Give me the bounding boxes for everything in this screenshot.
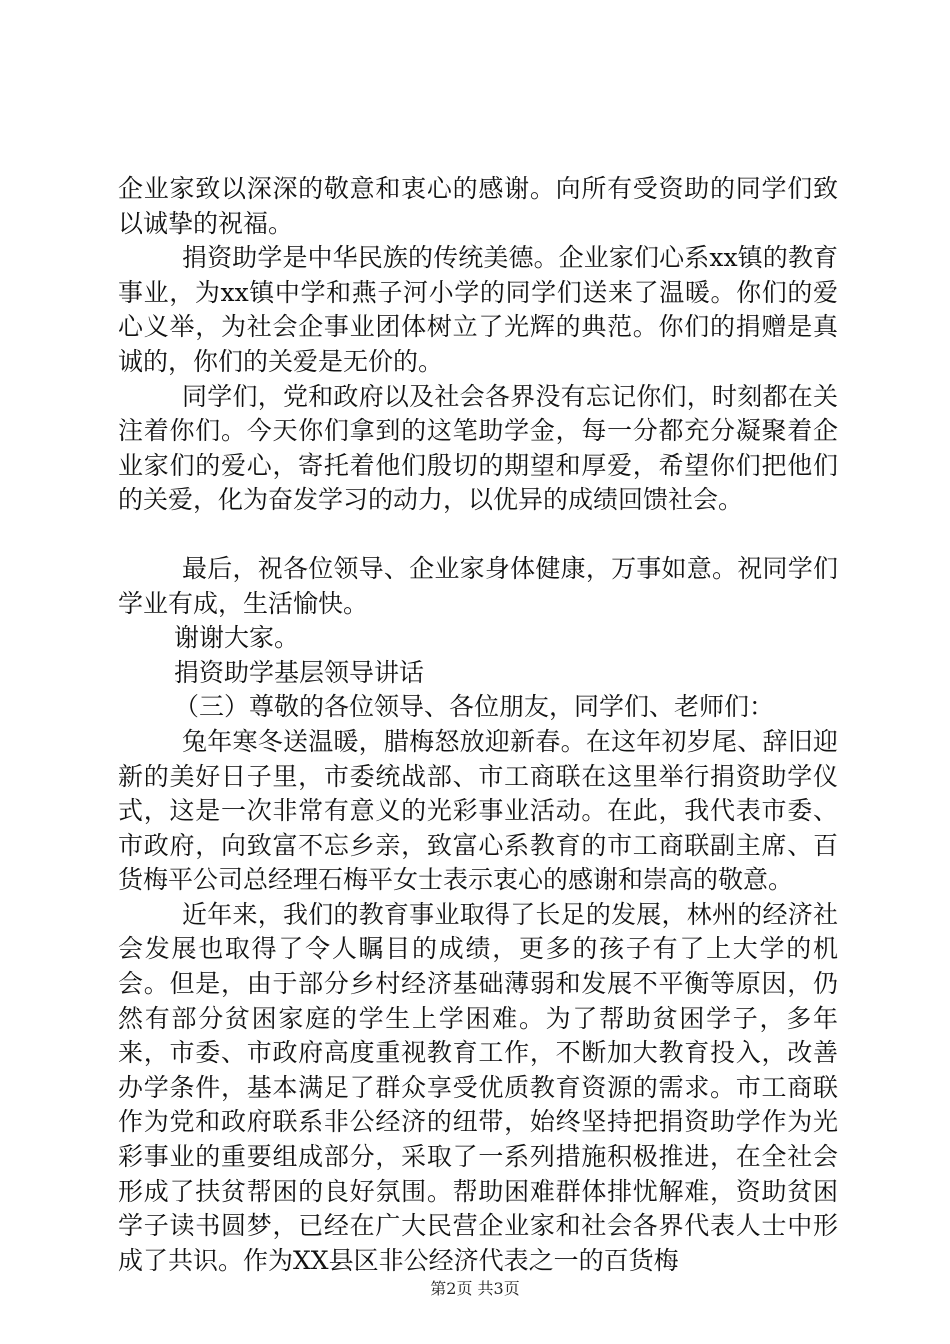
paragraph-students: 同学们，党和政府以及社会各界没有忘记你们，时刻都在关注着你们。今天你们拿到的这笔助学金，每一分都充分凝聚着企业家们的爱心，寄托着他们殷切的期望和厚爱，希望你们把他们的关爱，化为奋发学习的动力，以优异的成绩回馈社会。 <box>118 381 838 515</box>
paragraph-closing-wishes: 最后，祝各位领导、企业家身体健康，万事如意。祝同学们学业有成，生活愉快。 <box>118 553 838 618</box>
section-salutation: （三）尊敬的各位领导、各位朋友，同学们、老师们： <box>174 692 775 722</box>
paragraph-tradition: 捐资助学是中华民族的传统美德。企业家们心系xx镇的教育事业，为xx镇中学和燕子河小学的同学们送来了温暖。你们的爱心义举，为社会企事业团体树立了光辉的典范。你们的捐赠是真诚的，你们的关爱是无价的。 <box>118 243 838 376</box>
document-body <box>118 172 838 1278</box>
paragraph-gap <box>118 518 838 552</box>
paragraph-ceremony: 兔年寒冬送温暖，腊梅怒放迎新春。在这年初岁尾、辞旧迎新的美好日子里，市委统战部、市工商联在这里举行捐资助学仪式，这是一次非常有意义的光彩事业活动。在此，我代表市委、市政府，向致富不忘乡亲，致富心系教育的市工商联副主席、百货梅平公司总经理石梅平女士表示衷心的感谢和崇高的敬意。 <box>118 726 838 895</box>
paragraph-development: 近年来，我们的教育事业取得了长足的发展，林州的经济社会发展也取得了令人瞩目的成绩，更多的孩子有了上大学的机会。但是，由于部分乡村经济基础薄弱和发展不平衡等原因，仍然有部分贫困家庭的学生上学困难。为了帮助贫困学子，多年来，市委、市政府高度重视教育工作，不断加大教育投入，改善办学条件，基本满足了群众享受优质教育资源的需求。市工商联作为党和政府联系非公经济的纽带，始终坚持把捐资助学作为光彩事业的重要组成部分，采取了一系列措施积极推进，在全社会形成了扶贫帮困的良好氛围。帮助困难群体排忧解难，资助贫困学子读书圆梦，已经在广大民营企业家和社会各界代表人士中形成了共识。作为XX县区非公经济代表之一的百货梅 <box>118 899 838 1275</box>
section-title: 捐资助学基层领导讲话 <box>174 657 425 687</box>
page-number-footer: 第2页 共3页 <box>430 1279 520 1298</box>
paragraph-thanks: 谢谢大家。 <box>174 623 300 653</box>
paragraph-continuation: 企业家致以深深的敬意和衷心的感谢。向所有受资助的同学们致以诚挚的祝福。 <box>118 174 838 238</box>
